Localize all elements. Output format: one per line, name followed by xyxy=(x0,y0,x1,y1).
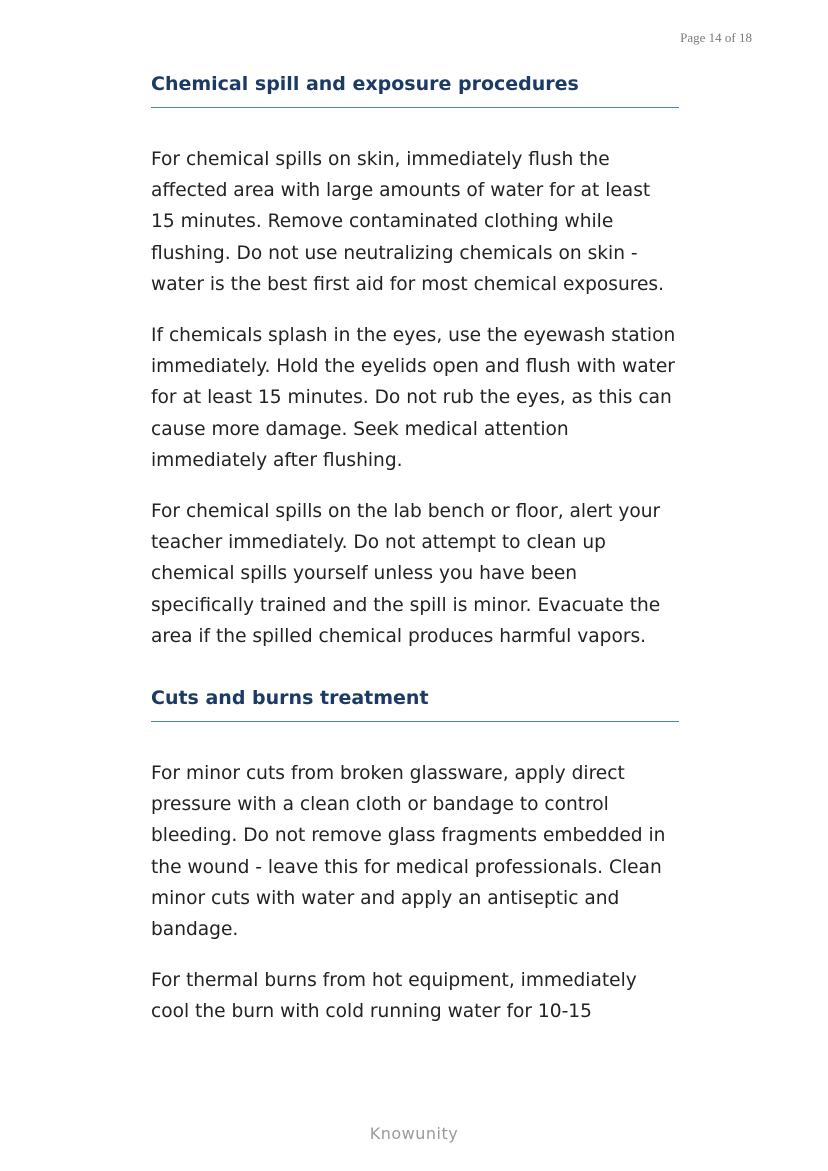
paragraph: For minor cuts from broken glassware, apply direct pressure with a clean cloth or bandage to control bleeding. Do not remove glass fragments embedded in the wound - leave this for medical professionals. Clean minor cuts with water and apply an antiseptic and bandage. xyxy=(151,763,666,941)
paragraph: For thermal burns from hot equipment, immediately cool the burn with cold running water for 10-15 xyxy=(151,970,637,1023)
section-chemical-spill xyxy=(151,72,679,652)
section-heading: Chemical spill and exposure procedures xyxy=(151,72,679,108)
section-cuts-burns xyxy=(151,686,679,1028)
paragraph: For chemical spills on the lab bench or floor, alert your teacher immediately. Do not attempt to clean up chemical spills yourself unless you have been specifically trained and the spill is minor. Evacuate the area if the spilled chemical produces harmful vapors. xyxy=(151,501,661,647)
paragraph: If chemicals splash in the eyes, use the eyewash station immediately. Hold the eyelids open and flush with water for at least 15 minutes. Do not rub the eyes, as this can cause more damage. Seek medical attention immediately after flushing. xyxy=(151,325,676,471)
paragraph: For chemical spills on skin, immediately flush the affected area with large amounts of water for at least 15 minutes. Remove contaminated clothing while flushing. Do not use neutralizing chemicals on skin - water is the best first aid for most chemical exposures. xyxy=(151,149,665,295)
section-heading: Cuts and burns treatment xyxy=(151,686,679,722)
footer-brand: Knowunity xyxy=(369,1124,459,1143)
document-body xyxy=(151,72,679,1048)
page-number: Page 14 of 18 xyxy=(680,30,752,45)
